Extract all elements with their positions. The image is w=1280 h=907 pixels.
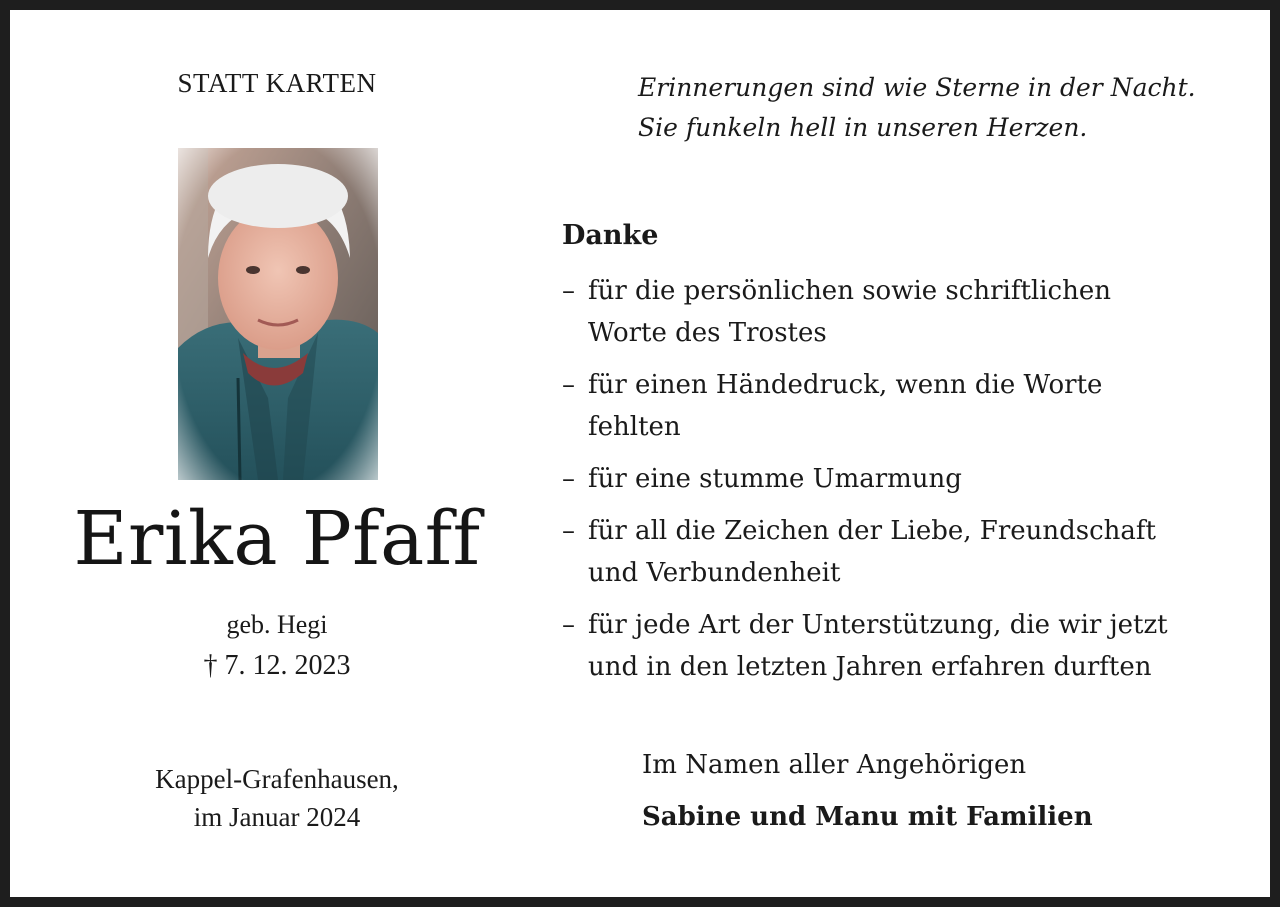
portrait-photo <box>178 148 378 480</box>
birth-name: geb. Hegi <box>226 610 328 639</box>
list-item: – für eine stumme Umarmung <box>562 458 1222 500</box>
dash-marker: – <box>562 276 575 306</box>
quote-line-1: Erinnerungen sind wie Sterne in der Nacht. <box>638 73 1196 102</box>
quote <box>638 68 1196 148</box>
thanks-title: Danke <box>562 220 659 251</box>
signoff-text: Im Namen aller Angehörigen <box>642 750 1027 780</box>
thanks-list <box>562 270 1222 698</box>
dash-marker: – <box>562 464 575 494</box>
place-line: Kappel-Grafenhausen, <box>155 764 399 794</box>
list-item: – für jede Art der Unterstützung, die wir jetzt und in den letzten Jahren erfahren durften <box>562 604 1222 688</box>
dash-marker: – <box>562 370 575 400</box>
quote-line-2: Sie funkeln hell in unseren Herzen. <box>638 113 1088 142</box>
death-date: † 7. 12. 2023 <box>203 650 351 681</box>
date-line: im Januar 2024 <box>193 802 361 832</box>
list-item: – für all die Zeichen der Liebe, Freundschaft und Verbundenheit <box>562 510 1222 594</box>
statt-karten-label: STATT KARTEN <box>177 68 377 98</box>
place-date <box>10 760 544 836</box>
signer-names: Sabine und Manu mit Familien <box>642 802 1093 832</box>
deceased-name: Erika Pfaff <box>73 496 481 582</box>
list-item: – für die persönlichen sowie schriftlichen Worte des Trostes <box>562 270 1222 354</box>
list-item: – für einen Händedruck, wenn die Worte fehlten <box>562 364 1222 448</box>
obituary-card <box>10 10 1270 897</box>
dash-marker: – <box>562 610 575 640</box>
dash-marker: – <box>562 516 575 546</box>
